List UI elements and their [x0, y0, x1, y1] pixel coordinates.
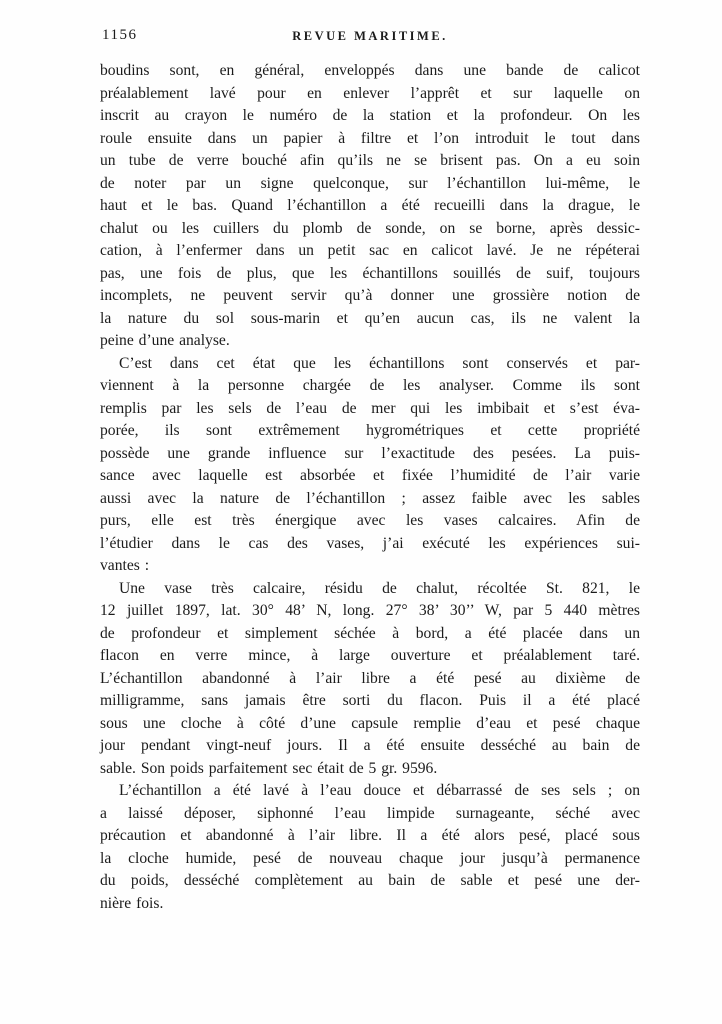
text-line: sous une cloche à côté d’une capsule remplie d’eau et pesé chaque [100, 714, 640, 732]
text-line: inscrit au crayon le numéro de la station et la profondeur. On les [100, 107, 640, 124]
text-line: cation, à l’enfermer dans un petit sac en calicot lavé. Je ne répéterai [100, 242, 640, 259]
text-line: remplis par les sels de l’eau de mer qui les imbibait et s’est éva- [100, 399, 640, 417]
text-line: chalut ou les cuillers du plomb de sonde, on se borne, après dessic- [100, 219, 640, 237]
text-line: préalablement lavé pour en enlever l’apprêt et sur laquelle on [100, 84, 640, 102]
text-line: peine d’une analyse. [100, 332, 230, 349]
text-line: la nature du sol sous-marin et qu’en aucun cas, ils ne valent la [100, 309, 640, 327]
text-line: boudins sont, en général, enveloppés dans une bande de calicot [100, 62, 640, 79]
text-line: incomplets, ne peuvent servir qu’à donner une grossière notion de [100, 287, 640, 304]
text-line: vantes : [100, 557, 150, 574]
text-line: précaution et abandonné à l’air libre. Il a été alors pesé, placé sous [100, 827, 640, 844]
text-line: purs, elle est très énergique avec les vases calcaires. Afin de [100, 512, 640, 529]
text-line: aussi avec la nature de l’échantillon ; assez faible avec les sables [100, 489, 640, 507]
text-line: milligramme, sans jamais être sorti du flacon. Puis il a été placé [100, 692, 640, 709]
text-line: sance avec laquelle est absorbée et fixée l’humidité de l’air varie [100, 467, 640, 484]
text-line: C’est dans cet état que les échantillons sont conservés et par- [119, 354, 640, 372]
text-line: l’étudier dans le cas des vases, j’ai exécuté les expériences sui- [100, 534, 640, 552]
text-line: 12 juillet 1897, lat. 30° 48’ N, long. 27° 38’ 30’’ W, par 5 440 mètres [100, 602, 640, 619]
text-line: porée, ils sont extrêmement hygrométriques et cette propriété [100, 422, 640, 439]
text-line: roule ensuite dans un papier à filtre et l’on introduit le tout dans [100, 129, 640, 147]
text-line: L’échantillon abandonné à l’air libre a été pesé au dixième de [100, 669, 640, 687]
text-line: flacon en verre mince, à large ouverture et préalablement taré. [100, 647, 640, 664]
journal-title: REVUE MARITIME. [292, 29, 448, 43]
text-line: viennent à la personne chargée de les analyser. Comme ils sont [100, 377, 640, 394]
text-line: du poids, desséché complètement au bain de sable et pesé une der- [100, 872, 640, 889]
text-line: pas, une fois de plus, que les échantillons souillés de suif, toujours [100, 264, 640, 282]
text-line: un tube de verre bouché afin qu’ils ne se brisent pas. On a eu soin [100, 152, 640, 169]
page-number: 1156 [102, 27, 138, 43]
text-line: a laissé déposer, siphonné l’eau limpide surnageante, séché avec [100, 804, 640, 822]
running-header [100, 26, 640, 46]
text-line: la cloche humide, pesé de nouveau chaque jour jusqu’à permanence [100, 849, 640, 867]
text-line: nière fois. [100, 894, 164, 912]
text-line: Une vase très calcaire, résidu de chalut, récoltée St. 821, le [119, 579, 640, 597]
text-line: jour pendant vingt-neuf jours. Il a été ensuite desséché au bain de [100, 737, 640, 754]
text-line: de noter par un signe quelconque, sur l’échantillon lui-même, le [100, 174, 640, 192]
text-line: haut et le bas. Quand l’échantillon a été recueilli dans la drague, le [100, 197, 640, 214]
text-line: sable. Son poids parfaitement sec était de 5 gr. 9596. [100, 759, 438, 777]
text-line: de profondeur et simplement séchée à bord, a été placée dans un [100, 624, 640, 642]
text-line: possède une grande influence sur l’exactitude des pesées. La puis- [100, 444, 640, 462]
text-block [100, 60, 640, 915]
text-line: L’échantillon a été lavé à l’eau douce et débarrassé de ses sels ; on [119, 782, 640, 799]
